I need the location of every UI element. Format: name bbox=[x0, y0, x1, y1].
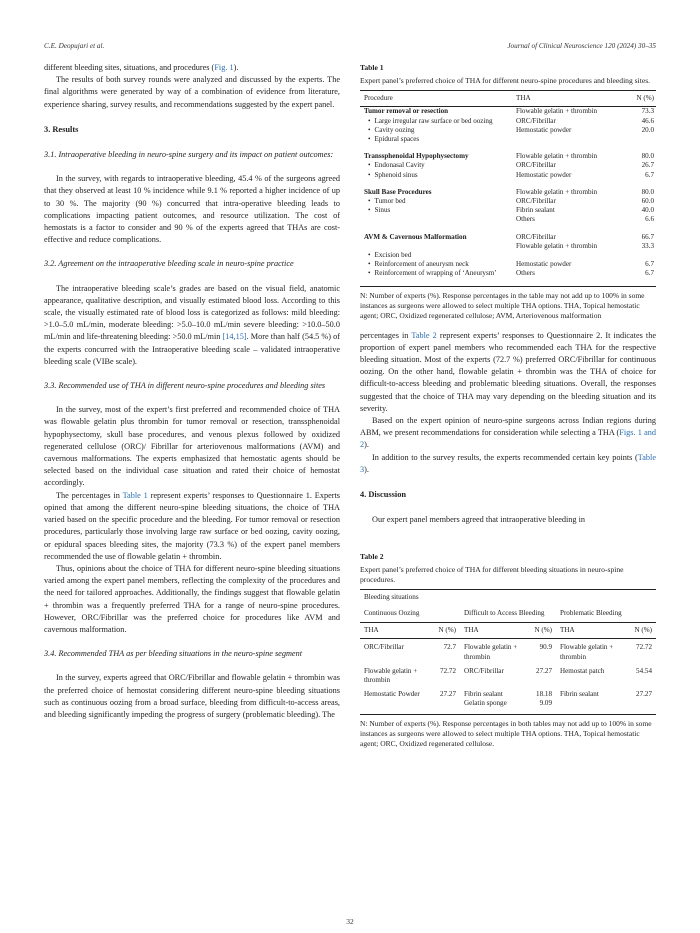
table-cell-n: 6.7 bbox=[622, 269, 656, 286]
table-1-body bbox=[360, 107, 656, 286]
table-2-header-n: N (%) bbox=[526, 623, 556, 639]
table-cell-tha: Flowable gelatin + thrombin bbox=[516, 187, 598, 196]
table-cell: 72.7 bbox=[443, 643, 456, 652]
table-2-category-row bbox=[360, 605, 656, 623]
table-row bbox=[360, 251, 656, 260]
table-cell-n: 80.0 bbox=[641, 152, 654, 161]
table-cell: 54.54 bbox=[636, 666, 652, 675]
table-cell: Flowable gelatin + thrombin bbox=[560, 643, 614, 661]
table-cell-tha: Hemostatic powder bbox=[516, 260, 572, 269]
table-1 bbox=[360, 62, 656, 321]
fig1-link[interactable]: Fig. 1 bbox=[214, 63, 234, 72]
table-row bbox=[360, 663, 656, 686]
table-cell-n: 6.7 bbox=[645, 260, 654, 269]
table-2-bleeding-situations: Bleeding situations bbox=[360, 589, 656, 605]
table-row bbox=[360, 161, 656, 170]
subsection-3-1-paragraph: In the survey, with regards to intraoperative bleeding, 45.4 % of the surgeons agreed that they observed at least 10 % incidence while 9.1 % reported a higher incidence of up to 30 %. The majority (90 %) concurred that intra-operative bleeding leads to complications impacting patient outcomes, and resource utilization. The cost of hemostats is a factor to consider and 90 % of the experts agreed that THAs are cost-effective and reduce complications. bbox=[44, 174, 340, 245]
table-cell: Flowable gelatin + thrombin bbox=[364, 666, 418, 684]
table-cell-n: 40.0 bbox=[641, 206, 654, 215]
subsection-3-3-paragraph-2: The percentages in Table 1 represent experts’ responses to Questionnaire 1. Experts opined that among the different neuro-spine bleeding situations, the choice of THA varied based on the specific procedure and the bleeding. For tumor removal or resection procedures, particularly those involving large raw surface or bed oozing, cavity oozing, or epidural spaces bleeding sites, the majority (73.3 %) of the expert panel members recommended the use of flowable gelatin + thrombin. bbox=[44, 490, 340, 561]
table-cell-tha: Flowable gelatin + thrombin bbox=[516, 241, 598, 250]
table-cell: Fibrin sealant Gelatin sponge bbox=[460, 686, 526, 714]
table-cell-tha: ORC/Fibrillar bbox=[516, 161, 556, 170]
table-2-title: Table 2 bbox=[360, 551, 384, 561]
right-column bbox=[360, 62, 656, 749]
table-cell-n: 80.0 bbox=[641, 187, 654, 196]
table-cell-n: 33.3 bbox=[641, 241, 654, 250]
table-cell-tha: Fibrin sealant bbox=[516, 206, 555, 215]
table-cell-procedure: • Sinus bbox=[360, 206, 512, 215]
table-cell: 90.9 bbox=[539, 643, 552, 652]
table-row bbox=[360, 269, 656, 286]
table-cell: Flowable gelatin + thrombin bbox=[464, 643, 518, 661]
table-cell-procedure: • Endonasal Cavity bbox=[360, 161, 512, 170]
table-row bbox=[360, 225, 656, 242]
table-2 bbox=[360, 551, 656, 749]
subsection-3-3-paragraph-1: In the survey, most of the expert’s first preferred and recommended choice of THA was flowable gelatin plus thrombin for tumor removal or resection, transsphenoidal hypophysectomy, skull base procedures, and venous plexus followed by oxidized regenerated cellulose (ORC)/ Fibrillar for arteriovenous malformations (AVM) and cavernous malformations. The experts emphasized that hemostatic agents should be selected based on the individual case situation and rated their choice of hemostat accordingly. bbox=[44, 405, 340, 488]
subsection-3-2-heading: 3.2. Agreement on the intraoperative bleeding scale in neuro-spine practice bbox=[44, 259, 294, 269]
table-cell: Hemostatic Powder bbox=[360, 686, 428, 714]
discussion-paragraph: Our expert panel members agreed that intraoperative bleeding in bbox=[372, 515, 586, 525]
table-2-caption: Expert panel’s preferred choice of THA for different bleeding situations in neuro-spine procedures. bbox=[360, 564, 624, 584]
table-1-grid bbox=[360, 90, 656, 286]
table-cell-tha: Flowable gelatin + thrombin bbox=[516, 152, 598, 161]
table-2-category-continuous: Continuous Oozing bbox=[360, 605, 460, 623]
table-2-note: N: Number of experts (%). Response percentages in both tables may not add up to 100% in some instances as surgeons were allowed to select multiple THA options. THA, Topical hemostatic agent; ORC, Oxidized regenerated cellulose. bbox=[360, 718, 652, 748]
table-row bbox=[360, 215, 656, 224]
intro-paragraph-2: The results of both survey rounds were analyzed and discussed by the experts. The final algorithms were generated by way of a combination of evidence from literature, experience sharing, survey results, and recommendations suggested by the expert panel. bbox=[44, 75, 340, 109]
subsection-3-4-heading: 3.4. Recommended THA as per bleeding situations in the neuro-spine segment bbox=[44, 649, 303, 659]
table-cell-n: 26.7 bbox=[641, 161, 654, 170]
table-1-header-n: N (%) bbox=[622, 91, 656, 107]
table-cell-tha bbox=[512, 135, 622, 144]
table-cell: Hemostat patch bbox=[560, 666, 605, 675]
table-row bbox=[360, 197, 656, 206]
section-4-heading: 4. Discussion bbox=[360, 490, 407, 500]
table-cell-tha: ORC/Fibrillar bbox=[516, 116, 556, 125]
table-cell-procedure: Tumor removal or resection bbox=[364, 107, 449, 116]
subsection-3-1-heading: 3.1. Intraoperative bleeding in neuro-spine surgery and its impact on patient outcomes: bbox=[44, 150, 334, 160]
table-row bbox=[360, 639, 656, 663]
right-paragraph-1: percentages in Table 2 represent experts’ responses to Questionnaire 2. It indicates the proportion of expert panel members who recommended each THA for the respective bleeding situation. Most of the experts (72.7 %) preferred ORC/Fibrillar for continuous oozing. On the other hand, flowable gelatin + thrombin was the THA of choice for difficult-to-access bleeding and problematic bleeding situations. Overall, the responses suggested that the choice of THA may vary depending on the bleeding situation and its severity. bbox=[360, 330, 657, 413]
table1-link[interactable]: Table 1 bbox=[122, 490, 148, 500]
table-cell-n: 6.6 bbox=[645, 215, 654, 224]
table-cell: 27.27 bbox=[624, 686, 656, 714]
table-cell-procedure: AVM & Cavernous Malformation bbox=[364, 232, 467, 241]
table-row bbox=[360, 180, 656, 197]
table-cell: Fibrin sealant bbox=[556, 686, 624, 714]
table-cell-procedure: Transsphenoidal Hypophysectomy bbox=[364, 152, 469, 161]
table-2-header-n: N (%) bbox=[624, 623, 656, 639]
table2-link[interactable]: Table 2 bbox=[411, 330, 437, 340]
table-cell-tha: Others bbox=[512, 269, 622, 286]
table-cell-procedure: • Large irregular raw surface or bed oozing bbox=[360, 117, 512, 126]
table-row bbox=[360, 144, 656, 161]
section-3-heading: 3. Results bbox=[44, 124, 79, 134]
table-cell-tha: ORC/Fibrillar bbox=[516, 197, 556, 206]
running-header-authors: C.E. Deopujari et al. bbox=[44, 42, 105, 50]
table-cell-procedure: • Sphenoid sinus bbox=[360, 171, 512, 180]
table-cell-procedure: • Cavity oozing bbox=[360, 126, 512, 135]
table-cell-n: 73.3 bbox=[641, 107, 654, 116]
table-cell-procedure: • Excision bed bbox=[360, 251, 512, 260]
running-header-journal: Journal of Clinical Neuroscience 120 (2024) 30–35 bbox=[507, 42, 656, 50]
table-row bbox=[360, 135, 656, 144]
left-column bbox=[44, 62, 340, 721]
table-2-header-n: N (%) bbox=[428, 623, 460, 639]
table-row bbox=[360, 117, 656, 126]
table-row bbox=[360, 206, 656, 215]
table-cell-tha bbox=[512, 251, 622, 260]
table-2-category-difficult: Difficult to Access Bleeding bbox=[460, 605, 556, 623]
table-cell-tha: Others bbox=[516, 215, 535, 224]
table3-link[interactable]: Table 3 bbox=[360, 452, 656, 474]
table-row bbox=[360, 126, 656, 135]
subsection-3-3-paragraph-3: Thus, opinions about the choice of THA for different neuro-spine bleeding situations varied among the expert panel members, reflecting the complexity of the procedures and the need for tailored approaches. Additionally, the findings suggest that flowable gelatin + thrombin was a frequently preferred THA for a range of neuro-spine procedures. However, ORC/Fibrillar was the preferred choice for procedures like AVM and cavernous malformation. bbox=[44, 563, 340, 634]
table-1-note: N: Number of experts (%). Response percentages in the table may not add up to 100% in some instances as surgeons were allowed to select multiple THA options. THA, Topical hemostatic agent; ORC, Oxidized regenerated cellulose; AVM, Arteriovenous malformation bbox=[360, 290, 645, 320]
table-1-title: Table 1 bbox=[360, 63, 384, 72]
table-cell: 72.72 bbox=[440, 666, 456, 675]
table-2-header-tha: THA bbox=[460, 623, 526, 639]
table-cell: ORC/Fibrillar bbox=[364, 643, 404, 652]
subsection-3-2-paragraph: The intraoperative bleeding scale’s grades are based on the visual field, anatomic appearance, qualitative description, and visually estimated blood loss. According to this scale, the visually estimated rate of blood loss is categorized as follows: mild bleeding: >1.0–5.0 mL/min, moderate bleeding: >5.0–10.0 mL/min severe bleeding: >10.0–50.0 mL/min and life-threatening bleeding: >50.0 mL/min [14,15]. More than half (54.5 %) of the experts concurred with the Intraoperative bleeding scale – validated intraoperative bleeding scale (VIBe scale). bbox=[44, 283, 341, 366]
table-cell-procedure: • Reinforcement of wrapping of ‘Aneurysm’ bbox=[360, 269, 512, 286]
table-2-header-tha: THA bbox=[360, 623, 428, 639]
table-cell-procedure bbox=[360, 215, 512, 224]
table-cell-tha: ORC/Fibrillar bbox=[516, 232, 556, 241]
table-cell-n: 66.7 bbox=[641, 232, 654, 241]
table-cell-n: 6.7 bbox=[645, 170, 654, 179]
table-cell: 27.27 bbox=[536, 666, 552, 675]
table-row bbox=[360, 686, 656, 714]
table-cell-tha: Flowable gelatin + thrombin bbox=[516, 107, 598, 116]
table-row bbox=[360, 242, 656, 251]
table-cell-procedure: Skull Base Procedures bbox=[364, 187, 432, 196]
table-2-header-row bbox=[360, 623, 656, 639]
table-2-category-problematic: Problematic Bleeding bbox=[556, 605, 656, 623]
subsection-3-3-heading: 3.3. Recommended use of THA in different neuro-spine procedures and bleeding sites bbox=[44, 381, 326, 391]
table-cell-n bbox=[622, 135, 656, 144]
figs-1-2-link[interactable]: Figs. 1 and 2 bbox=[360, 428, 656, 450]
ref-14-15-link[interactable]: [14,15] bbox=[222, 332, 247, 342]
table-2-header-tha: THA bbox=[556, 623, 624, 639]
table-cell-procedure: • Tumor bed bbox=[360, 197, 512, 206]
table-cell-tha: Hemostatic powder bbox=[516, 125, 572, 134]
table-2-bleeding-situations-row bbox=[360, 589, 656, 605]
table-1-caption: Expert panel’s preferred choice of THA for different neuro-spine procedures and bleeding sites. bbox=[360, 76, 651, 86]
right-paragraph-3: In addition to the survey results, the experts recommended certain key points (Table 3). bbox=[360, 452, 656, 474]
table-cell-procedure: • Reinforcement of aneurysm neck bbox=[360, 260, 512, 269]
table-cell: ORC/Fibrillar bbox=[464, 666, 504, 675]
table-cell: 72.72 bbox=[636, 643, 652, 652]
page-number: 32 bbox=[346, 917, 354, 926]
table-row bbox=[360, 107, 656, 117]
table-cell-n: 20.0 bbox=[641, 125, 654, 134]
subsection-3-4-paragraph: In the survey, experts agreed that ORC/Fibrillar and flowable gelatin + thrombin was the preferred choice of hemostat considering different neuro-spine bleeding situations such as continuous oozing from a broad surface, bleeding from difficult-to-access areas, and bleeding significantly impeding the progress of surgery (problematic bleeding). The bbox=[44, 673, 340, 719]
table-cell-n: 46.6 bbox=[641, 116, 654, 125]
table-cell-procedure bbox=[360, 242, 512, 251]
intro-paragraph-1: different bleeding sites, situations, and procedures (Fig. 1). bbox=[44, 63, 239, 72]
table-cell-tha: Hemostatic powder bbox=[516, 170, 572, 179]
table-cell-procedure: • Epidural spaces bbox=[360, 135, 512, 144]
table-cell: 27.27 bbox=[428, 686, 460, 714]
table-row bbox=[360, 260, 656, 269]
table-row bbox=[360, 171, 656, 180]
right-paragraph-2: Based on the expert opinion of neuro-spine surgeons across Indian regions during ABM, we present recommendations for consideration while selecting a THA (Figs. 1 and 2). bbox=[360, 416, 656, 450]
table-1-header-row bbox=[360, 91, 656, 107]
table-2-grid bbox=[360, 589, 656, 715]
table-1-header-tha: THA bbox=[512, 91, 622, 107]
table-cell: 18.18 9.09 bbox=[526, 686, 556, 714]
table-cell-n bbox=[622, 251, 656, 260]
table-1-header-procedure: Procedure bbox=[360, 91, 512, 107]
table-cell-n: 60.0 bbox=[641, 197, 654, 206]
